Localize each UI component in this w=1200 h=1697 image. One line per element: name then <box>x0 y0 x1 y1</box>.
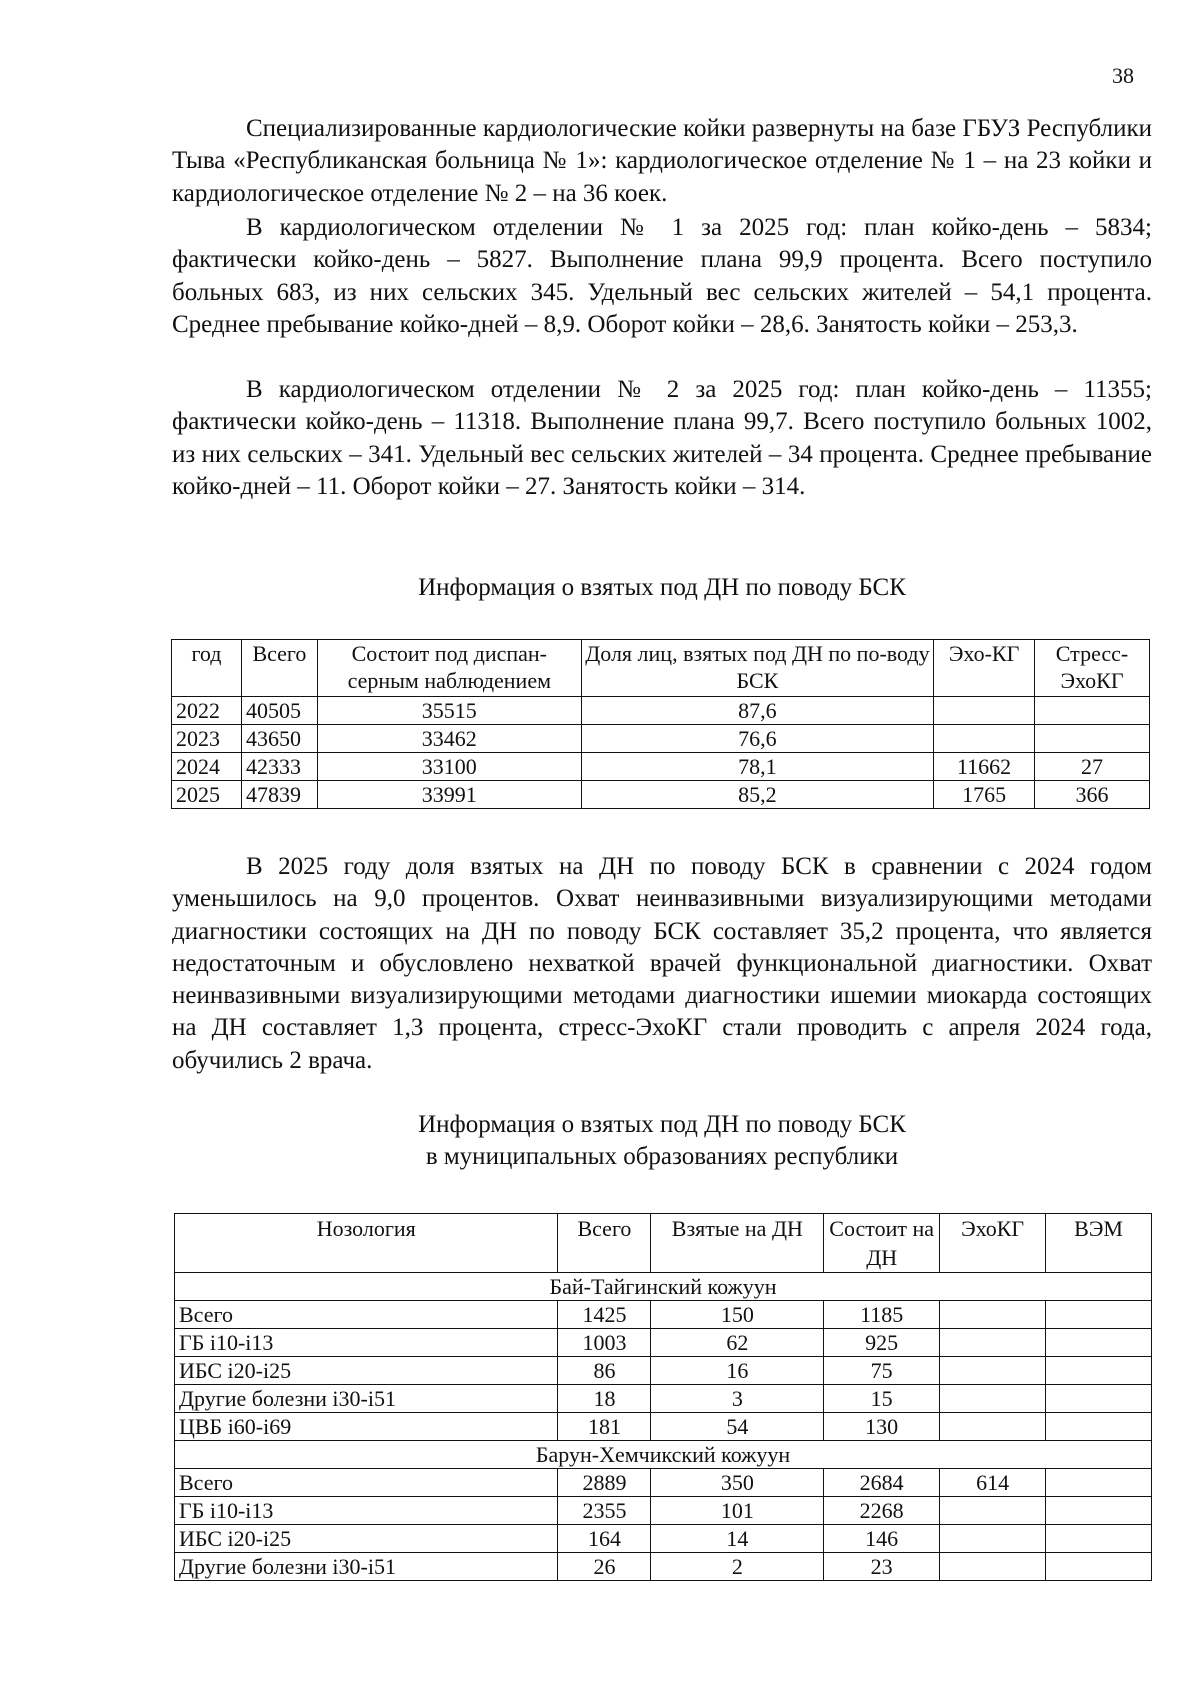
table-row <box>172 697 1150 725</box>
table-cell <box>940 1497 1046 1525</box>
table-cell: 2024 <box>172 753 242 781</box>
table-cell: 35515 <box>317 697 581 725</box>
table-row <box>175 1469 1152 1497</box>
table-cell: Другие болезни i30-i51 <box>175 1553 558 1581</box>
paragraph-department-1: В кардиологическом отделении № 1 за 2025 год: план койко-день – 5834; фактически койко-день – 5827. Выполнение плана 99,9 процента. Всего поступило больных 683, из них сельских 345. Удельный вес сельских жителей – 54,1 процента. Среднее пребывание койко-дней – 8,9. Оборот койки – 28,6. Занятость койки – 253,3. <box>172 214 1152 338</box>
table-header-row <box>172 640 1150 697</box>
table-cell: 16 <box>651 1357 824 1385</box>
paragraph-cardio-beds: Специализированные кардиологические койки развернуты на базе ГБУЗ Республики Тыва «Республиканская больница № 1»: кардиологическое отделение № 1 – на 23 койки и кардиологическое отделение № 2 – на 36 коек. <box>172 115 1152 207</box>
table-cell: 54 <box>651 1413 824 1441</box>
table-cell: 75 <box>824 1357 940 1385</box>
column-header-on-dn: Состоит на ДН <box>824 1214 940 1273</box>
table-cell: 2355 <box>558 1497 651 1525</box>
table-cell <box>1046 1413 1152 1441</box>
column-header-taken-dn: Взятые на ДН <box>651 1214 824 1273</box>
table-cell: ИБС i20-i25 <box>175 1357 558 1385</box>
table-cell: Другие болезни i30-i51 <box>175 1385 558 1413</box>
table-cell <box>1046 1357 1152 1385</box>
group-row <box>175 1441 1152 1469</box>
table-cell <box>1046 1525 1152 1553</box>
table-cell: 925 <box>824 1329 940 1357</box>
table-cell: 2023 <box>172 725 242 753</box>
table-row <box>175 1329 1152 1357</box>
table-cell: 2684 <box>824 1469 940 1497</box>
group-name: Бай-Тайгинский кожуун <box>175 1273 1152 1301</box>
column-header-year: год <box>172 640 242 697</box>
column-header-share: Доля лиц, взятых под ДН по по-воду БСК <box>581 640 933 697</box>
table2-title <box>172 1109 1152 1173</box>
table-cell: ГБ i10-i13 <box>175 1329 558 1357</box>
table-cell: 33462 <box>317 725 581 753</box>
table-cell <box>1046 1497 1152 1525</box>
table-cell <box>940 1385 1046 1413</box>
table-row <box>172 781 1150 809</box>
column-header-under-observation: Состоит под диспан-серным наблюдением <box>317 640 581 697</box>
table-cell: 181 <box>558 1413 651 1441</box>
table-cell <box>940 1525 1046 1553</box>
table-cell <box>940 1413 1046 1441</box>
table-cell: 130 <box>824 1413 940 1441</box>
table-row <box>172 725 1150 753</box>
table-row <box>175 1357 1152 1385</box>
table-cell: 2022 <box>172 697 242 725</box>
table-cell: 1185 <box>824 1301 940 1329</box>
column-header-stress-echo: Стресс-ЭхоКГ <box>1035 640 1150 697</box>
table-header-row <box>175 1214 1152 1273</box>
table-cell: 350 <box>651 1469 824 1497</box>
table-cell: 18 <box>558 1385 651 1413</box>
table-cell <box>934 725 1035 753</box>
table-cell: 42333 <box>241 753 317 781</box>
column-header-total: Всего <box>558 1214 651 1273</box>
table-cell: 76,6 <box>581 725 933 753</box>
column-header-echo: ЭхоКГ <box>940 1214 1046 1273</box>
paragraph-dn-analysis: В 2025 году доля взятых на ДН по поводу БСК в сравнении с 2024 годом уменьшилось на 9,0 процентов. Охват неинвазивными визуализирующими методами диагностики состоящих на ДН по поводу БСК составляет 35,2 процента, что является недостаточным и обусловлено нехваткой врачей функциональной диагностики. Охват неинвазивными визуализирующими методами диагностики ишемии миокарда состоящих на ДН составляет 1,3 процента, стресс-ЭхоКГ стали проводить с апреля 2024 года, обучились 2 врача. <box>172 853 1152 1074</box>
table2-title-line2: в муниципальных образованиях республики <box>425 1143 899 1170</box>
paragraph-department-2: В кардиологическом отделении № 2 за 2025 год: план койко-день – 11355; фактически койко-день – 11318. Выполнение плана 99,7. Всего поступило больных 1002, из них сельских – 341. Удельный вес сельских жителей – 34 процента. Среднее пребывание койко-дней – 11. Оборот койки – 27. Занятость койки – 314. <box>172 376 1152 500</box>
table-cell <box>940 1301 1046 1329</box>
table-cell <box>1046 1553 1152 1581</box>
table-cell: ГБ i10-i13 <box>175 1497 558 1525</box>
table-cell <box>940 1329 1046 1357</box>
table-cell: 23 <box>824 1553 940 1581</box>
table-cell: 47839 <box>241 781 317 809</box>
table-cell: 40505 <box>241 697 317 725</box>
table-cell: 146 <box>824 1525 940 1553</box>
table-cell: ЦВБ i60-i69 <box>175 1413 558 1441</box>
table-cell: 2268 <box>824 1497 940 1525</box>
group-row <box>175 1273 1152 1301</box>
table-cell: 1003 <box>558 1329 651 1357</box>
table-row <box>175 1525 1152 1553</box>
page-number: 38 <box>1112 63 1134 88</box>
table-cell: 2889 <box>558 1469 651 1497</box>
table-cell <box>940 1553 1046 1581</box>
table-cell: Всего <box>175 1301 558 1329</box>
table-cell: Всего <box>175 1469 558 1497</box>
column-header-nosology: Нозология <box>175 1214 558 1273</box>
table-cell: 164 <box>558 1525 651 1553</box>
table2-title-line1: Информация о взятых под ДН по поводу БСК <box>418 1111 906 1138</box>
table-cell: 150 <box>651 1301 824 1329</box>
table-dn-bsk-by-year <box>171 639 1150 809</box>
column-header-vem: ВЭМ <box>1046 1214 1152 1273</box>
table-cell <box>1046 1301 1152 1329</box>
column-header-total: Всего <box>241 640 317 697</box>
table-cell: 27 <box>1035 753 1150 781</box>
table-cell: 14 <box>651 1525 824 1553</box>
table-row <box>175 1553 1152 1581</box>
table-cell: 11662 <box>934 753 1035 781</box>
table1-title: Информация о взятых под ДН по поводу БСК <box>418 574 906 601</box>
table-cell: 1425 <box>558 1301 651 1329</box>
table-cell: 3 <box>651 1385 824 1413</box>
table-row <box>175 1413 1152 1441</box>
table-cell: 15 <box>824 1385 940 1413</box>
table-cell: 43650 <box>241 725 317 753</box>
table-cell: 33991 <box>317 781 581 809</box>
table-cell: 26 <box>558 1553 651 1581</box>
table-cell <box>1046 1469 1152 1497</box>
table-cell <box>940 1357 1046 1385</box>
table-cell: 1765 <box>934 781 1035 809</box>
table-row <box>172 753 1150 781</box>
table-cell: 614 <box>940 1469 1046 1497</box>
table-dn-bsk-by-municipality <box>174 1213 1152 1581</box>
table-cell: 366 <box>1035 781 1150 809</box>
table-cell <box>934 697 1035 725</box>
table-cell: 2025 <box>172 781 242 809</box>
group-name: Барун-Хемчикский кожуун <box>175 1441 1152 1469</box>
table-row <box>175 1385 1152 1413</box>
table-row <box>175 1301 1152 1329</box>
table-cell: 87,6 <box>581 697 933 725</box>
table-cell <box>1046 1385 1152 1413</box>
table-cell: 85,2 <box>581 781 933 809</box>
table-cell: 101 <box>651 1497 824 1525</box>
table-cell: 78,1 <box>581 753 933 781</box>
table-cell: 86 <box>558 1357 651 1385</box>
table-cell: 62 <box>651 1329 824 1357</box>
table-cell: 2 <box>651 1553 824 1581</box>
table-cell: ИБС i20-i25 <box>175 1525 558 1553</box>
table-cell <box>1035 697 1150 725</box>
table-row <box>175 1497 1152 1525</box>
table-cell: 33100 <box>317 753 581 781</box>
table-cell <box>1046 1329 1152 1357</box>
column-header-echo: Эхо-КГ <box>934 640 1035 697</box>
table-cell <box>1035 725 1150 753</box>
